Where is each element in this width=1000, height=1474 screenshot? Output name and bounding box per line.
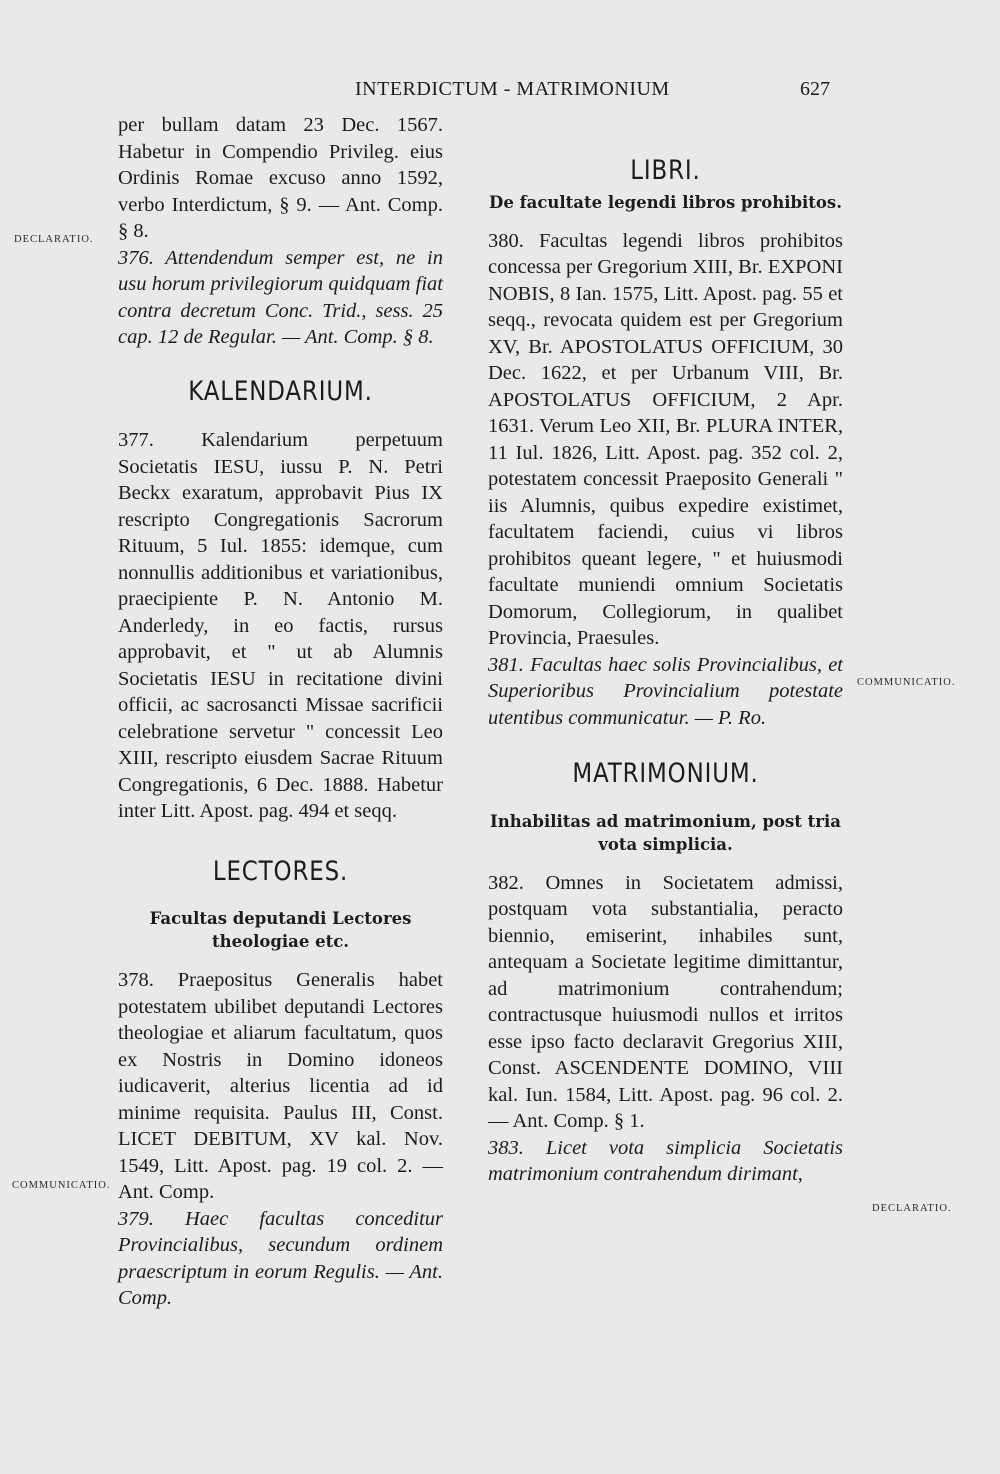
margin-note-declaratio-left: DECLARATIO. [14, 234, 94, 245]
margin-note-communicatio-right: COMMUNICATIO. [857, 677, 956, 688]
running-head: INTERDICTUM - MATRIMONIUM [355, 78, 670, 100]
margin-note-communicatio-left: COMMUNICATIO. [12, 1180, 111, 1191]
paragraph-379: 379. Haec facultas conceditur Provincialibus, secundum ordinem praescriptum in eorum Regulis. — Ant. Comp. [118, 1207, 443, 1309]
subtitle-matrimonium: Inhabilitas ad matrimonium, post tria vota simplicia. [490, 811, 841, 854]
paragraph-378: 378. Praepositus Generalis habet potestatem ubilibet deputandi Lectores theologiae et aliarum facultatum, quos ex Nostris in Domino idoneos iudicaverit, alterius licentia ad id minime requisita. Paulus III, Const. LICET DEBITUM, XV kal. Nov. 1549, Litt. Apost. pag. 19 col. 2. — Ant. Comp. [118, 969, 443, 1203]
paragraph-continuation: per bullam datam 23 Dec. 1567. Habetur in Compendio Privileg. eius Ordinis Romae excuso anno 1592, verbo Interdictum, § 9. — Ant. Comp. § 8. [118, 114, 443, 242]
paragraph-376: 376. Attendendum semper est, ne in usu horum privilegiorum quidquam fiat contra decretum Conc. Trid., sess. 25 cap. 12 de Regular. — Ant. Comp. § 8. [118, 246, 443, 348]
subtitle-lectores: Facultas deputandi Lectores theologiae etc. [149, 909, 412, 951]
left-column [118, 112, 443, 1312]
paragraph-380: 380. Facultas legendi libros prohibitos concessa per Gregorium XIII, Br. EXPONI NOBIS, 8 Ian. 1575, Litt. Apost. pag. 55 et seqq., revocata quidem est per Gregorium XV, Br. APOSTOLATUS OFFICIUM, 30 Dec. 1622, et per Urbanum VIII, Br. APOSTOLATUS OFFICIUM, 2 Apr. 1631. Verum Leo XII, Br. PLURA INTER, 11 Iul. 1826, Litt. Apost. pag. 352 col. 2, potestatem concessit Praeposito Generali " iis Alumnis, quibus expedire existimet, facultatem faciendi, cuius vi libros prohibitos queant legere, " et huiusmodi facultate muniendi omnium Societatis Domorum, Collegiorum, in qualibet Provincia, Praesules. [488, 229, 843, 649]
section-title-libri: LIBRI. [630, 155, 701, 186]
right-column [488, 155, 843, 1188]
page-header [0, 78, 1000, 108]
paragraph-381: 381. Facultas haec solis Provincialibus, et Superioribus Provincialium potestate utentibus communicatur. — P. Ro. [488, 653, 843, 729]
section-title-lectores: LECTORES. [212, 855, 349, 887]
paragraph-383: 383. Licet vota simplicia Societatis matrimonium contrahendum dirimant, [488, 1136, 843, 1185]
section-title-kalendarium: KALENDARIUM. [188, 375, 373, 407]
page-number: 627 [800, 78, 830, 100]
paragraph-382: 382. Omnes in Societatem admissi, postquam vota substantialia, peracto biennio, emiserint, inhabiles sunt, antequam a Societate legitime dimittantur, ad matrimonium contrahendum; contractusque huiusmodi nullos et irritos esse ipso facto declaravit Gregorius XIII, Const. ASCENDENTE DOMINO, VIII kal. Iun. 1584, Litt. Apost. pag. 96 col. 2. — Ant. Comp. § 1. [488, 871, 843, 1132]
paragraph-377: 377. Kalendarium perpetuum Societatis IESU, iussu P. N. Petri Beckx exaratum, approbavit Pius IX rescripto Congregationis Sacrorum Rituum, 5 Iul. 1855: idemque, cum nonnullis additionibus et variationibus, praecipiente P. N. Antonio M. Anderledy, in eo factis, rursus approbavit, et " ut ab Alumnis Societatis IESU in recitatione divini officii, ac sacrosancti Missae sacrificii celebratione servetur " concessit Leo XIII, rescripto eiusdem Sacrae Rituum Congregationis, 6 Dec. 1888. Habetur inter Litt. Apost. pag. 494 et seqq. [118, 429, 443, 822]
section-title-matrimonium: MATRIMONIUM. [572, 758, 759, 789]
margin-note-declaratio-right: DECLARATIO. [872, 1203, 952, 1214]
subtitle-libri: De facultate legendi libros prohibitos. [489, 192, 842, 212]
